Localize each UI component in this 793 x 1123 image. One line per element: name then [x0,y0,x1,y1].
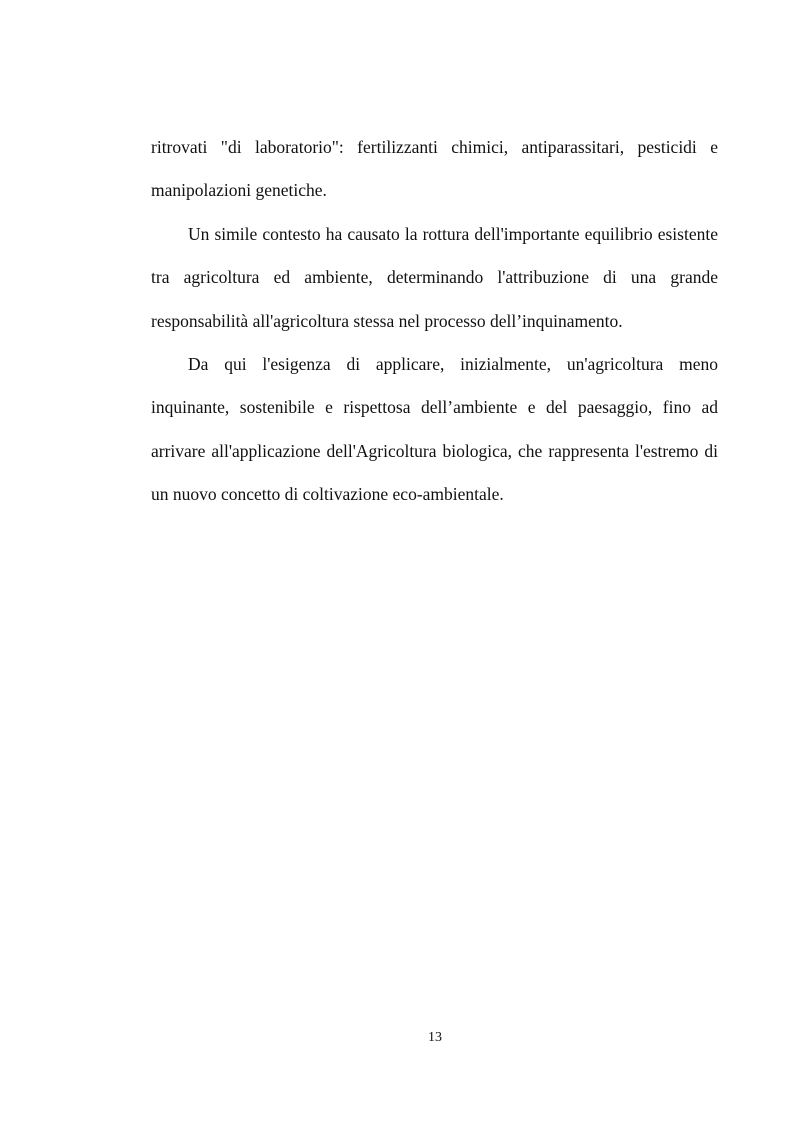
paragraph-continuation: ritrovati "di laboratorio": fertilizzanti chimici, antiparassitari, pesticidi e manipolazioni genetiche. [151,137,718,201]
paragraph-context: Un simile contesto ha causato la rottura dell'importante equilibrio esistente tra agricoltura ed ambiente, determinando l'attribuzione di una grande responsabilità all'agricoltura stessa nel processo dell’inquinamento. [151,223,718,331]
body-text [151,126,718,517]
paragraph-organic-farming: Da qui l'esigenza di applicare, inizialmente, un'agricoltura meno inquinante, sostenibile e rispettosa dell’ambiente e del paesaggio, fino ad arrivare all'applicazione dell'Agricoltura biologica, che rappresenta l'estremo di un nuovo concetto di coltivazione eco-ambientale. [151,354,718,505]
page-number: 13 [428,1030,442,1045]
